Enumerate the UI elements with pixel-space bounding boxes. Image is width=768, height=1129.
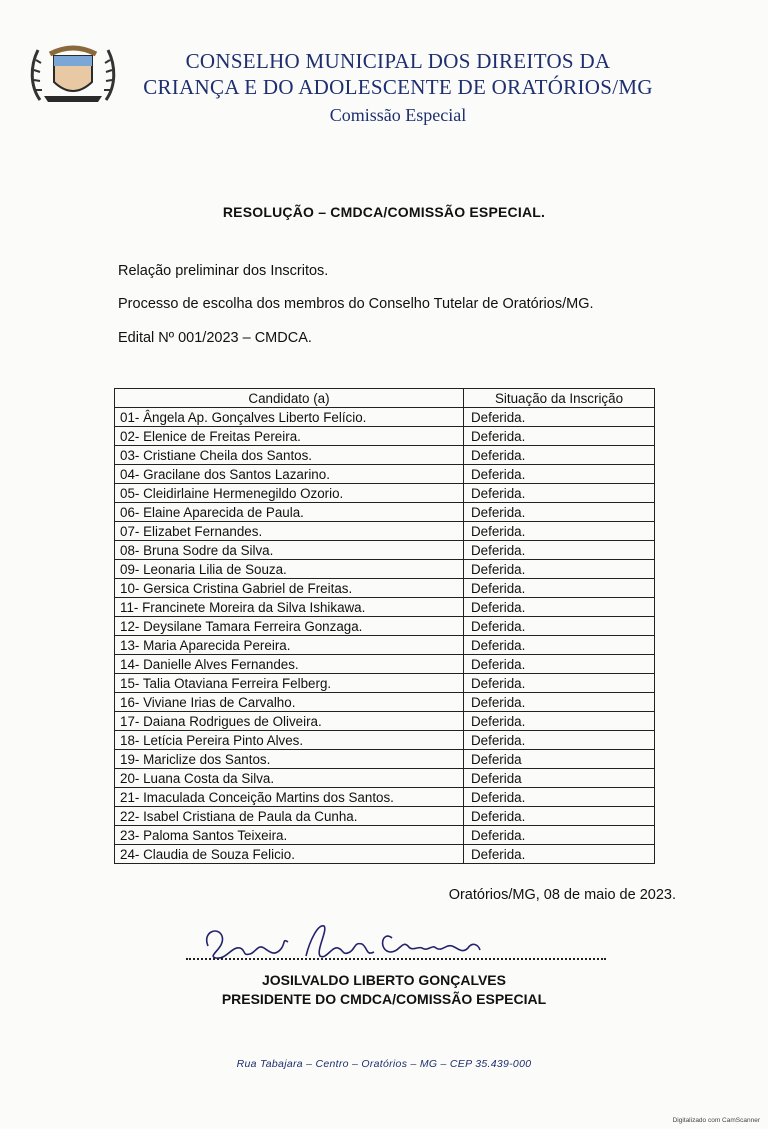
registration-status-cell: Deferida. xyxy=(464,826,655,845)
table-row xyxy=(115,693,655,712)
council-name-line2: CRIANÇA E DO ADOLESCENTE DE ORATÓRIOS/MG xyxy=(143,75,653,99)
table-row xyxy=(115,522,655,541)
candidate-name-cell: 11- Francinete Moreira da Silva Ishikawa. xyxy=(115,598,464,617)
registration-status-cell: Deferida. xyxy=(464,484,655,503)
candidate-name-cell: 12- Deysilane Tamara Ferreira Gonzaga. xyxy=(115,617,464,636)
table-row xyxy=(115,598,655,617)
candidate-name-cell: 22- Isabel Cristiana de Paula da Cunha. xyxy=(115,807,464,826)
registration-status-cell: Deferida. xyxy=(464,655,655,674)
header-status: Situação da Inscrição xyxy=(464,389,655,408)
table-row xyxy=(115,617,655,636)
footer-address: Rua Tabajara – Centro – Oratórios – MG – CEP 35.439-000 xyxy=(236,1058,532,1070)
candidates-table xyxy=(114,388,655,864)
intro-line-1: Relação preliminar dos Inscritos. xyxy=(118,263,329,279)
candidate-name-cell: 19- Mariclize dos Santos. xyxy=(115,750,464,769)
candidate-name-cell: 14- Danielle Alves Fernandes. xyxy=(115,655,464,674)
table-row xyxy=(115,807,655,826)
signer-title: PRESIDENTE DO CMDCA/COMISSÃO ESPECIAL xyxy=(221,991,547,1007)
registration-status-cell: Deferida. xyxy=(464,845,655,864)
council-header xyxy=(118,48,678,128)
table-row xyxy=(115,655,655,674)
registration-status-cell: Deferida. xyxy=(464,807,655,826)
table-row xyxy=(115,560,655,579)
candidate-name-cell: 13- Maria Aparecida Pereira. xyxy=(115,636,464,655)
commission-subtitle: Comissão Especial xyxy=(329,105,467,125)
table-row xyxy=(115,845,655,864)
candidate-name-cell: 18- Letícia Pereira Pinto Alves. xyxy=(115,731,464,750)
candidate-name-cell: 15- Talia Otaviana Ferreira Felberg. xyxy=(115,674,464,693)
registration-status-cell: Deferida. xyxy=(464,674,655,693)
registration-status-cell: Deferida. xyxy=(464,408,655,427)
municipal-seal-icon xyxy=(26,40,120,106)
candidate-name-cell: 20- Luana Costa da Silva. xyxy=(115,769,464,788)
candidate-name-cell: 02- Elenice de Freitas Pereira. xyxy=(115,427,464,446)
candidate-name-cell: 16- Viviane Irias de Carvalho. xyxy=(115,693,464,712)
registration-status-cell: Deferida xyxy=(464,769,655,788)
table-row xyxy=(115,826,655,845)
table-row xyxy=(115,750,655,769)
table-row xyxy=(115,636,655,655)
candidate-name-cell: 24- Claudia de Souza Felicio. xyxy=(115,845,464,864)
council-name-line1: CONSELHO MUNICIPAL DOS DIREITOS DA xyxy=(185,49,611,73)
table-row xyxy=(115,503,655,522)
table-header-row xyxy=(115,389,655,408)
candidate-name-cell: 17- Daiana Rodrigues de Oliveira. xyxy=(115,712,464,731)
signer-name: JOSILVALDO LIBERTO GONÇALVES xyxy=(262,972,506,988)
registration-status-cell: Deferida. xyxy=(464,427,655,446)
candidate-name-cell: 10- Gersica Cristina Gabriel de Freitas. xyxy=(115,579,464,598)
intro-line-3: Edital Nº 001/2023 – CMDCA. xyxy=(118,330,312,346)
registration-status-cell: Deferida. xyxy=(464,541,655,560)
candidate-name-cell: 05- Cleidirlaine Hermenegildo Ozorio. xyxy=(115,484,464,503)
registration-status-cell: Deferida. xyxy=(464,636,655,655)
candidate-name-cell: 03- Cristiane Cheila dos Santos. xyxy=(115,446,464,465)
registration-status-cell: Deferida. xyxy=(464,465,655,484)
registration-status-cell: Deferida xyxy=(464,750,655,769)
candidate-name-cell: 09- Leonaria Lilia de Souza. xyxy=(115,560,464,579)
table-row xyxy=(115,731,655,750)
table-row xyxy=(115,712,655,731)
registration-status-cell: Deferida. xyxy=(464,560,655,579)
registration-status-cell: Deferida. xyxy=(464,503,655,522)
candidate-name-cell: 23- Paloma Santos Teixeira. xyxy=(115,826,464,845)
candidate-name-cell: 04- Gracilane dos Santos Lazarino. xyxy=(115,465,464,484)
table-row xyxy=(115,769,655,788)
scanner-credit: Digitalizado com CamScanner xyxy=(672,1117,760,1124)
table-row xyxy=(115,579,655,598)
table-row xyxy=(115,541,655,560)
table-row xyxy=(115,788,655,807)
resolution-title: RESOLUÇÃO – CMDCA/COMISSÃO ESPECIAL. xyxy=(222,204,546,220)
table-row xyxy=(115,465,655,484)
candidate-name-cell: 07- Elizabet Fernandes. xyxy=(115,522,464,541)
signature-line xyxy=(186,958,606,960)
candidates-table-body xyxy=(115,408,655,864)
registration-status-cell: Deferida. xyxy=(464,788,655,807)
registration-status-cell: Deferida. xyxy=(464,522,655,541)
registration-status-cell: Deferida. xyxy=(464,731,655,750)
table-row xyxy=(115,484,655,503)
table-row xyxy=(115,408,655,427)
registration-status-cell: Deferida. xyxy=(464,693,655,712)
registration-status-cell: Deferida. xyxy=(464,617,655,636)
table-row xyxy=(115,674,655,693)
registration-status-cell: Deferida. xyxy=(464,712,655,731)
candidate-name-cell: 06- Elaine Aparecida de Paula. xyxy=(115,503,464,522)
registration-status-cell: Deferida. xyxy=(464,446,655,465)
table-row xyxy=(115,446,655,465)
header-candidate: Candidato (a) xyxy=(115,389,464,408)
table-row xyxy=(115,427,655,446)
intro-line-2: Processo de escolha dos membros do Conselho Tutelar de Oratórios/MG. xyxy=(118,296,594,312)
candidate-name-cell: 01- Ângela Ap. Gonçalves Liberto Felício. xyxy=(115,408,464,427)
registration-status-cell: Deferida. xyxy=(464,598,655,617)
candidate-name-cell: 08- Bruna Sodre da Silva. xyxy=(115,541,464,560)
date-line: Oratórios/MG, 08 de maio de 2023. xyxy=(448,887,676,903)
candidate-name-cell: 21- Imaculada Conceição Martins dos Santos. xyxy=(115,788,464,807)
registration-status-cell: Deferida. xyxy=(464,579,655,598)
